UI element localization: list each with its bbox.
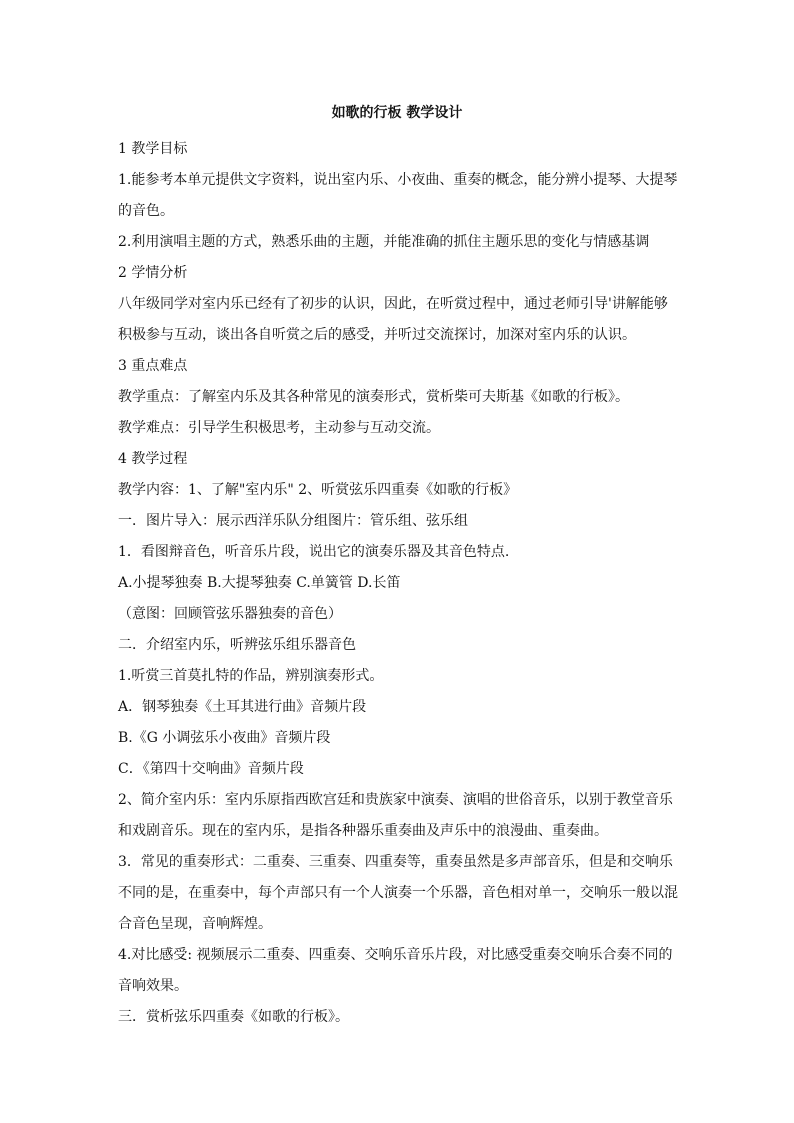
- document-body: [118, 134, 678, 1033]
- document-title: 如歌的行板 教学设计: [331, 105, 463, 121]
- paragraph-line: 1．看图辩音色，听音乐片段，说出它的演奏乐器及其音色特点.: [118, 544, 510, 560]
- paragraph-line: 和戏剧音乐。现在的室内乐，是指各种器乐重奏曲及声乐中的浪漫曲、重奏曲。: [118, 823, 608, 839]
- paragraph-line: 合音色呈现，音响辉煌。: [118, 916, 272, 932]
- paragraph-line: A．钢琴独奏《土耳其进行曲》音频片段: [118, 699, 367, 715]
- paragraph-line: 教学内容：1、了解"室内乐" 2、听赏弦乐四重奏《如歌的行板》: [118, 482, 518, 498]
- paragraph-line: 音响效果。: [118, 978, 188, 994]
- paragraph-line: B.《G 小调弦乐小夜曲》音频片段: [118, 730, 331, 746]
- paragraph-line: （意图：回顾管弦乐器独奏的音色）: [118, 606, 342, 622]
- section-heading: 三．赏析弦乐四重奏《如歌的行板》。: [118, 1009, 349, 1025]
- paragraph-line: 1.能参考本单元提供文字资料，说出室内乐、小夜曲、重奏的概念，能分辨小提琴、大提琴: [118, 172, 678, 188]
- section-heading: 二．介绍室内乐，听辨弦乐组乐器音色: [118, 637, 356, 653]
- paragraph-line: 2.利用演唱主题的方式，熟悉乐曲的主题，并能准确的抓住主题乐思的变化与情感基调: [118, 234, 650, 250]
- paragraph-line: 2、简介室内乐：室内乐原指西欧宫廷和贵族家中演奏、演唱的世俗音乐，以别于教堂音乐: [118, 792, 673, 808]
- paragraph-line: 4.对比感受: 视频展示二重奏、四重奏、交响乐音乐片段，对比感受重奏交响乐合奏不同的: [118, 947, 673, 963]
- heading-student-analysis: 2 学情分析: [118, 265, 188, 281]
- paragraph-line: 不同的是，在重奏中，每个声部只有一个人演奏一个乐器，音色相对单一，交响乐一般以混: [118, 885, 678, 901]
- paragraph-line: C．《第四十交响曲》音频片段: [118, 761, 304, 777]
- paragraph-line: 教学难点：引导学生积极思考，主动参与互动交流。: [118, 420, 440, 436]
- paragraph-line: 的音色。: [118, 203, 174, 219]
- paragraph-line: 八年级同学对室内乐已经有了初步的认识，因此，在听赏过程中，通过老师引导'讲解能够: [118, 296, 668, 312]
- paragraph-line: 积极参与互动，谈出各自听赏之后的感受，并听过交流探讨，加深对室内乐的认识。: [118, 327, 636, 343]
- heading-teaching-goals: 1 教学目标: [118, 141, 188, 157]
- heading-key-points: 3 重点难点: [118, 358, 188, 374]
- section-heading: 一．图片导入：展示西洋乐队分组图片：管乐组、弦乐组: [118, 513, 468, 529]
- paragraph-line: 教学重点：了解室内乐及其各种常见的演奏形式，赏析柴可夫斯基《如歌的行板》。: [118, 389, 629, 405]
- paragraph-line: 3．常见的重奏形式：二重奏、三重奏、四重奏等，重奏虽然是多声部音乐，但是和交响乐: [118, 854, 673, 870]
- paragraph-line: 1.听赏三首莫扎特的作品，辨别演奏形式。: [118, 668, 384, 684]
- heading-teaching-process: 4 教学过程: [118, 451, 188, 467]
- paragraph-line: A.小提琴独奏 B.大提琴独奏 C.单簧管 D.长笛: [118, 575, 401, 591]
